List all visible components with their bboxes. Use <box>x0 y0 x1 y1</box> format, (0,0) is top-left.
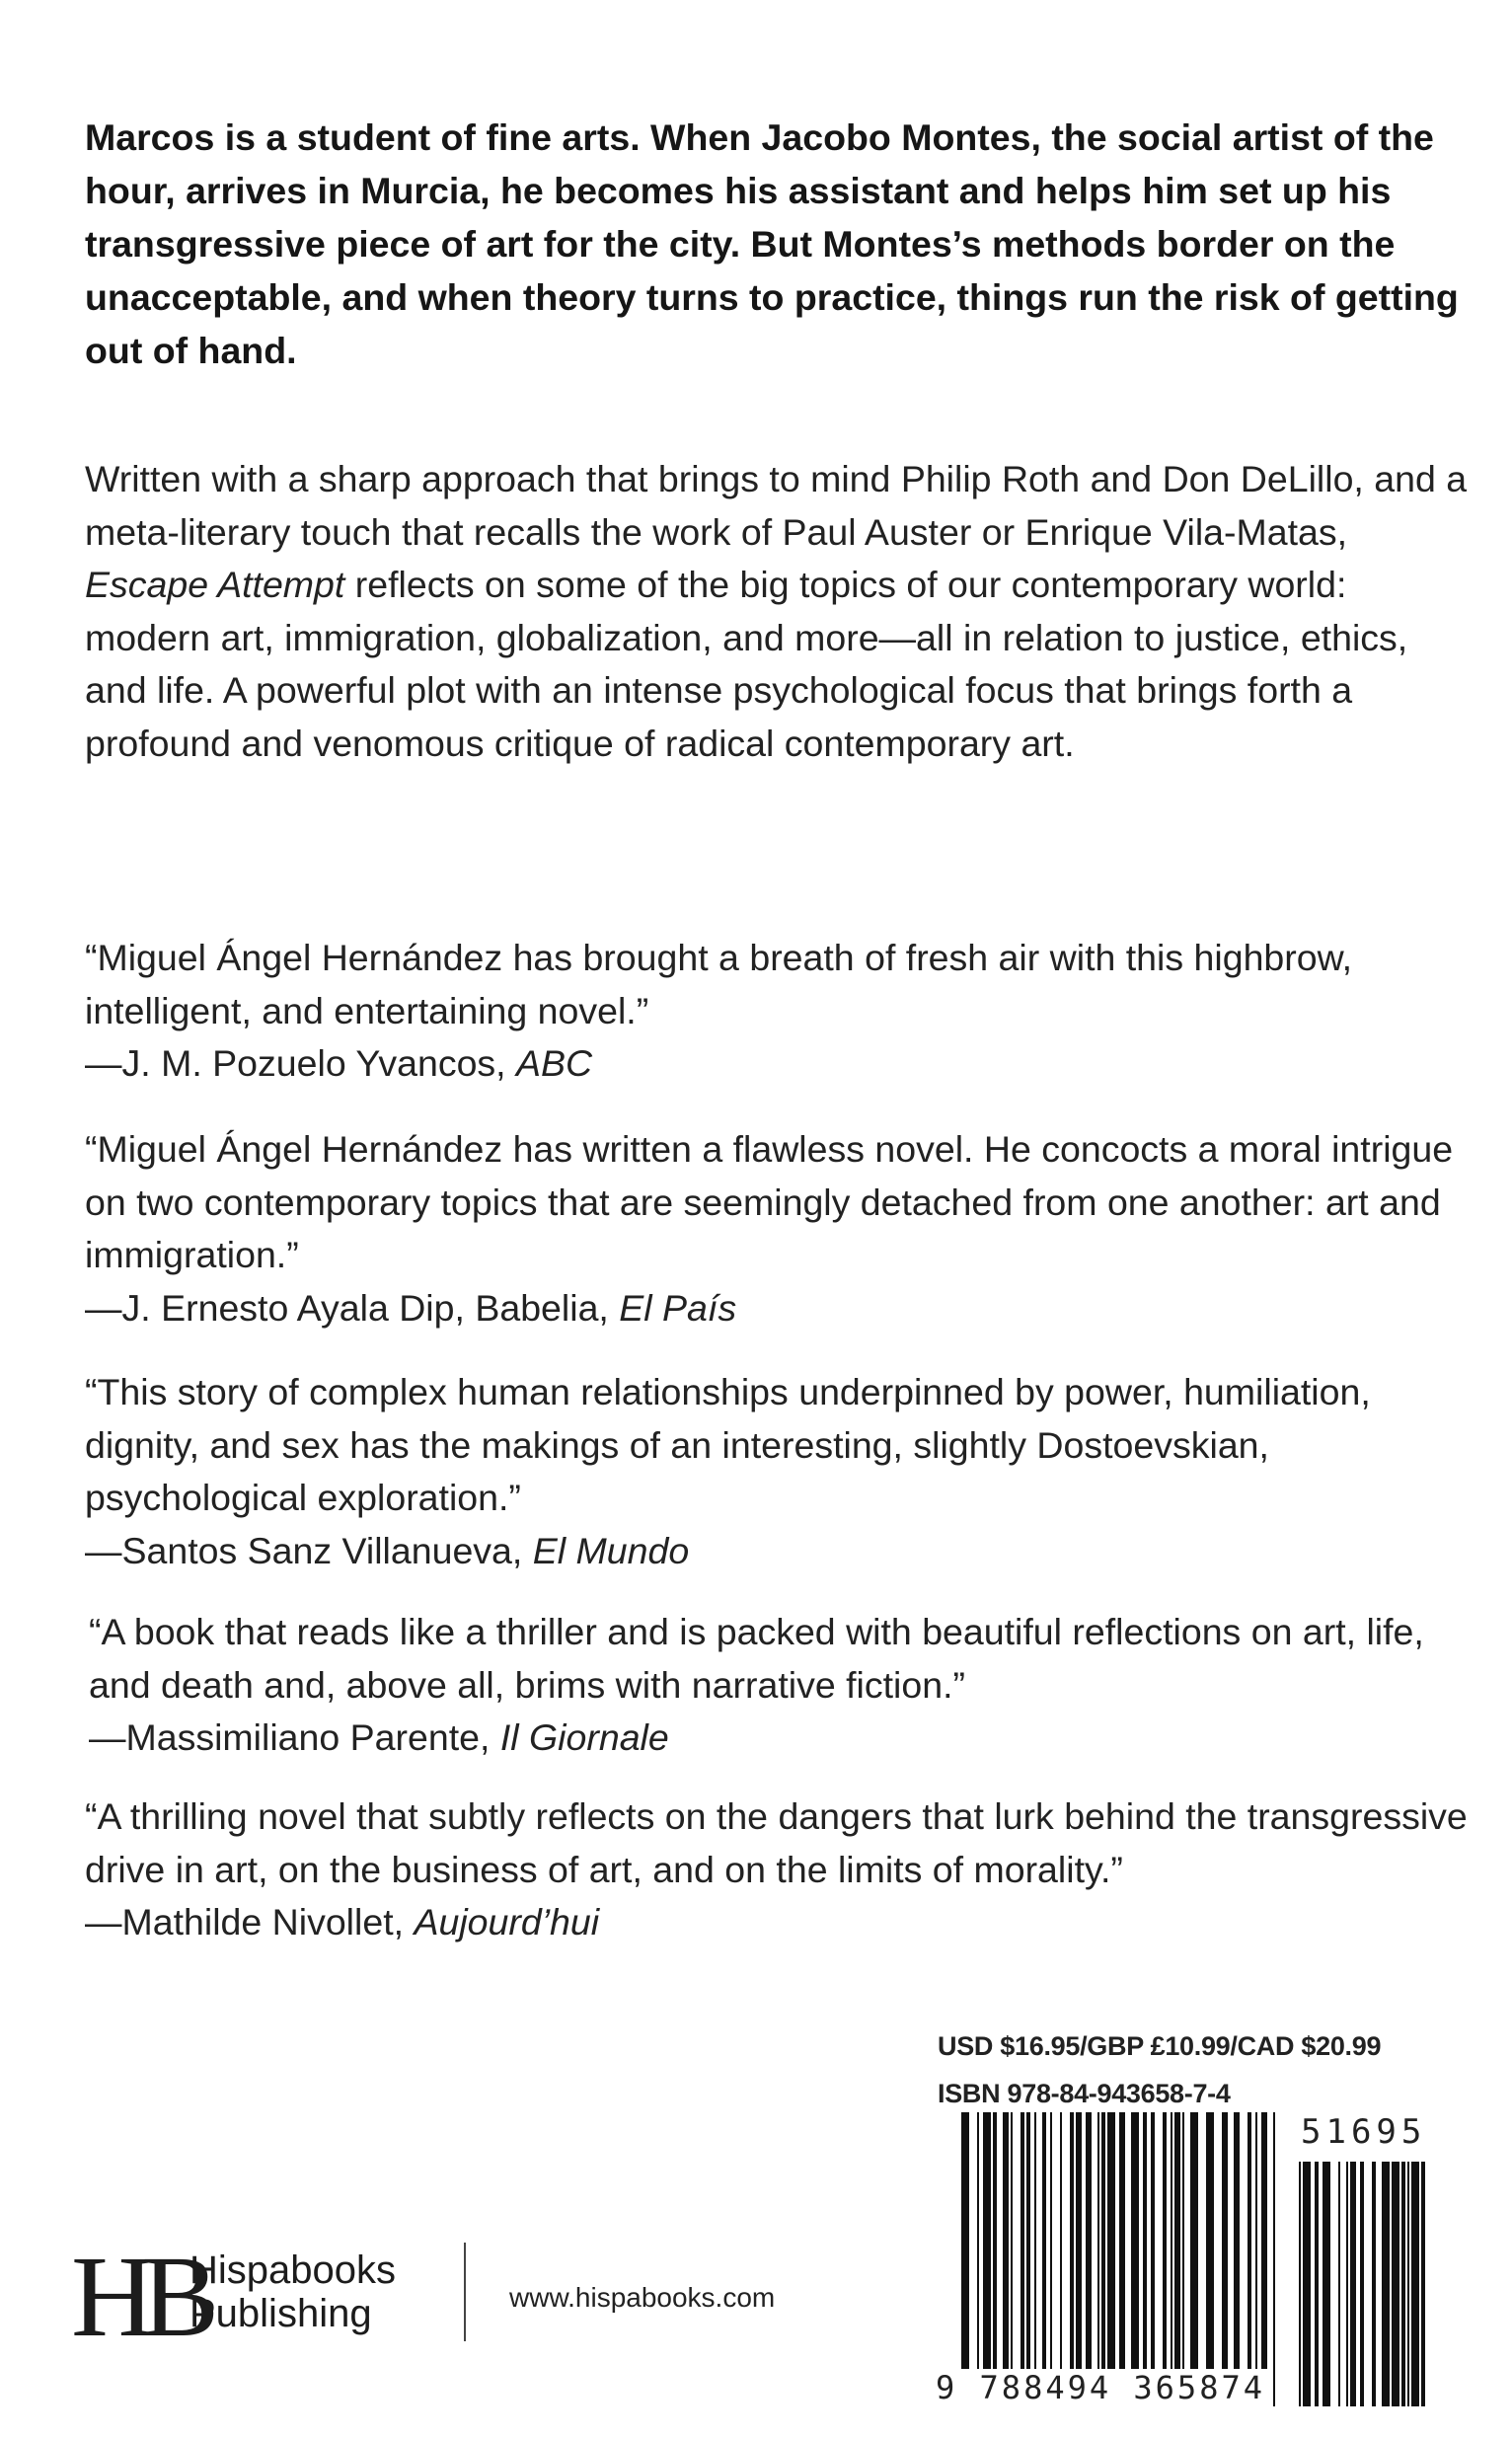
barcode-bar <box>1407 2162 1409 2406</box>
barcode-bar <box>1097 2112 1099 2406</box>
divider <box>464 2243 466 2341</box>
barcode-bar <box>1299 2162 1301 2406</box>
barcode-bar <box>1190 2112 1198 2406</box>
barcode-bar <box>1107 2112 1115 2406</box>
publisher-name <box>189 2248 446 2335</box>
barcode-bar <box>1060 2112 1062 2406</box>
barcode-bar <box>1151 2112 1155 2406</box>
publication: Il Giornale <box>499 1716 669 1758</box>
barcode-bar <box>1119 2112 1125 2406</box>
review-quote <box>85 1790 1476 1949</box>
barcode-bar <box>1131 2112 1139 2406</box>
quote-text: “Miguel Ángel Hernández has written a flawless novel. He concocts a moral intrigue on two contemporary topics that are seemingly detached from one another: art and immigration.” <box>85 1128 1454 1275</box>
barcode-digits: 9 788494 365874 <box>936 2369 1265 2406</box>
quote-attribution <box>85 1282 1476 1335</box>
barcode-bar <box>961 2112 969 2406</box>
publication: ABC <box>516 1042 593 1084</box>
quote-text: “Miguel Ángel Hernández has brought a breath of fresh air with this highbrow, intelligent, and entertaining novel.” <box>85 937 1353 1031</box>
quote-text: “This story of complex human relationships underpinned by power, humiliation, dignity, and sex has the makings of an interesting, slightly Dostoevskian, psychological exploration.” <box>85 1371 1371 1518</box>
barcode-bar <box>1234 2112 1240 2406</box>
publication: El País <box>619 1286 737 1329</box>
barcode-bar <box>1050 2112 1052 2406</box>
barcode-bar <box>1171 2112 1172 2406</box>
barcode-supplement-digits: 51695 <box>1301 2112 1427 2152</box>
barcode-bar <box>1086 2112 1092 2406</box>
barcode-bar <box>1034 2112 1036 2406</box>
reviewer: —Santos Sanz Villanueva, <box>85 1529 533 1571</box>
supplement-bars <box>1299 2162 1425 2406</box>
barcode-bar <box>1070 2112 1074 2406</box>
barcode-bar <box>1143 2112 1147 2406</box>
barcode-bar <box>1350 2162 1356 2406</box>
quote-attribution <box>85 1896 1476 1949</box>
barcode-bar <box>1101 2112 1105 2406</box>
synopsis-blurb: Marcos is a student of fine arts. When Jacobo Montes, the social artist of the hour, arrives in Murcia, he becomes his assistant and helps him set up his transgressive piece of art for the city. But Montes’s methods border on the unacceptable, and when theory turns to practice, things run the risk of getting out of hand. <box>85 116 1459 371</box>
review-quote <box>89 1606 1480 1765</box>
barcode-bar <box>1401 2162 1405 2406</box>
barcode-bar <box>1163 2112 1167 2406</box>
quote-text: “A book that reads like a thriller and is packed with beautiful reflections on art, life, and death and, above all, brims with narrative fiction.” <box>89 1611 1424 1706</box>
barcode-bar <box>1338 2162 1340 2406</box>
barcode-bar <box>1182 2112 1184 2406</box>
barcode-bar <box>1255 2112 1257 2406</box>
barcode-bar <box>1206 2112 1214 2406</box>
barcode-bar <box>1411 2162 1419 2406</box>
quote-text: “A thrilling novel that subtly reflects on the dangers that lurk behind the transgressive drive in art, on the business of art, and on the limits of morality.” <box>85 1795 1468 1890</box>
barcode-bar <box>1003 2112 1009 2406</box>
reviewer: —Massimiliano Parente, <box>89 1716 500 1758</box>
barcode-bar <box>1315 2162 1319 2406</box>
barcode-bar <box>1421 2162 1425 2406</box>
review-quote <box>85 932 1476 1091</box>
barcode-bar <box>1346 2162 1348 2406</box>
barcode-bar <box>1011 2112 1013 2406</box>
barcode-bar <box>1261 2112 1267 2406</box>
book-description <box>85 453 1476 770</box>
barcode-bar <box>1323 2162 1330 2406</box>
barcode-bar <box>1021 2112 1024 2406</box>
quote-attribution <box>85 1525 1476 1578</box>
publication: El Mundo <box>532 1529 690 1571</box>
isbn-line: ISBN 978-84-943658-7-4 <box>938 2079 1231 2108</box>
publisher-name-line1: Hispabooks <box>189 2248 397 2292</box>
logo-monogram: HB <box>71 2232 205 2361</box>
price-line: USD $16.95/GBP £10.99/CAD $20.99 <box>938 2031 1382 2061</box>
publication: Aujourd’hui <box>414 1901 600 1943</box>
description-text-after: reflects on some of the big topics of our contemporary world: modern art, immigration, globalization, and more—all in relation to justice, ethics, and life. A powerful plot with an intense psychological focus that brings forth a profound and venomous critique of radical contemporary art. <box>85 564 1408 764</box>
barcode-bar <box>1382 2162 1390 2406</box>
barcode-bar <box>1392 2162 1399 2406</box>
book-title: Escape Attempt <box>85 564 345 605</box>
publisher-name-line2: Publishing <box>189 2292 372 2335</box>
barcode-bar <box>983 2112 991 2406</box>
barcode-bar <box>1222 2112 1228 2406</box>
barcode-bar <box>1076 2112 1082 2406</box>
barcode-bar <box>1026 2112 1030 2406</box>
publisher-website: www.hispabooks.com <box>509 2282 776 2313</box>
reviewer: —J. M. Pozuelo Yvancos, <box>85 1042 517 1084</box>
barcode-bar <box>1360 2162 1364 2406</box>
barcode-bar <box>1273 2112 1275 2406</box>
description-text-before: Written with a sharp approach that brings to mind Philip Roth and Don DeLillo, and a meta-literary touch that recalls the work of Paul Auster or Enrique Vila-Matas, <box>85 458 1468 553</box>
reviewer: —J. Ernesto Ayala Dip, Babelia, <box>85 1286 620 1329</box>
publisher-logo <box>69 2232 205 2361</box>
quote-attribution <box>85 1037 1476 1091</box>
reviewer: —Mathilde Nivollet, <box>85 1901 415 1943</box>
quote-attribution <box>89 1712 1480 1765</box>
ean-bars <box>961 2112 1275 2406</box>
barcode-bar <box>1303 2162 1311 2406</box>
review-quote <box>85 1366 1476 1577</box>
barcode-bar <box>1174 2112 1180 2406</box>
review-quote <box>85 1123 1476 1334</box>
barcode-bar <box>1042 2112 1046 2406</box>
barcode-bar <box>1372 2162 1376 2406</box>
barcode-bar <box>993 2112 997 2406</box>
barcode-bar <box>1247 2112 1251 2406</box>
barcode-bar <box>977 2112 979 2406</box>
